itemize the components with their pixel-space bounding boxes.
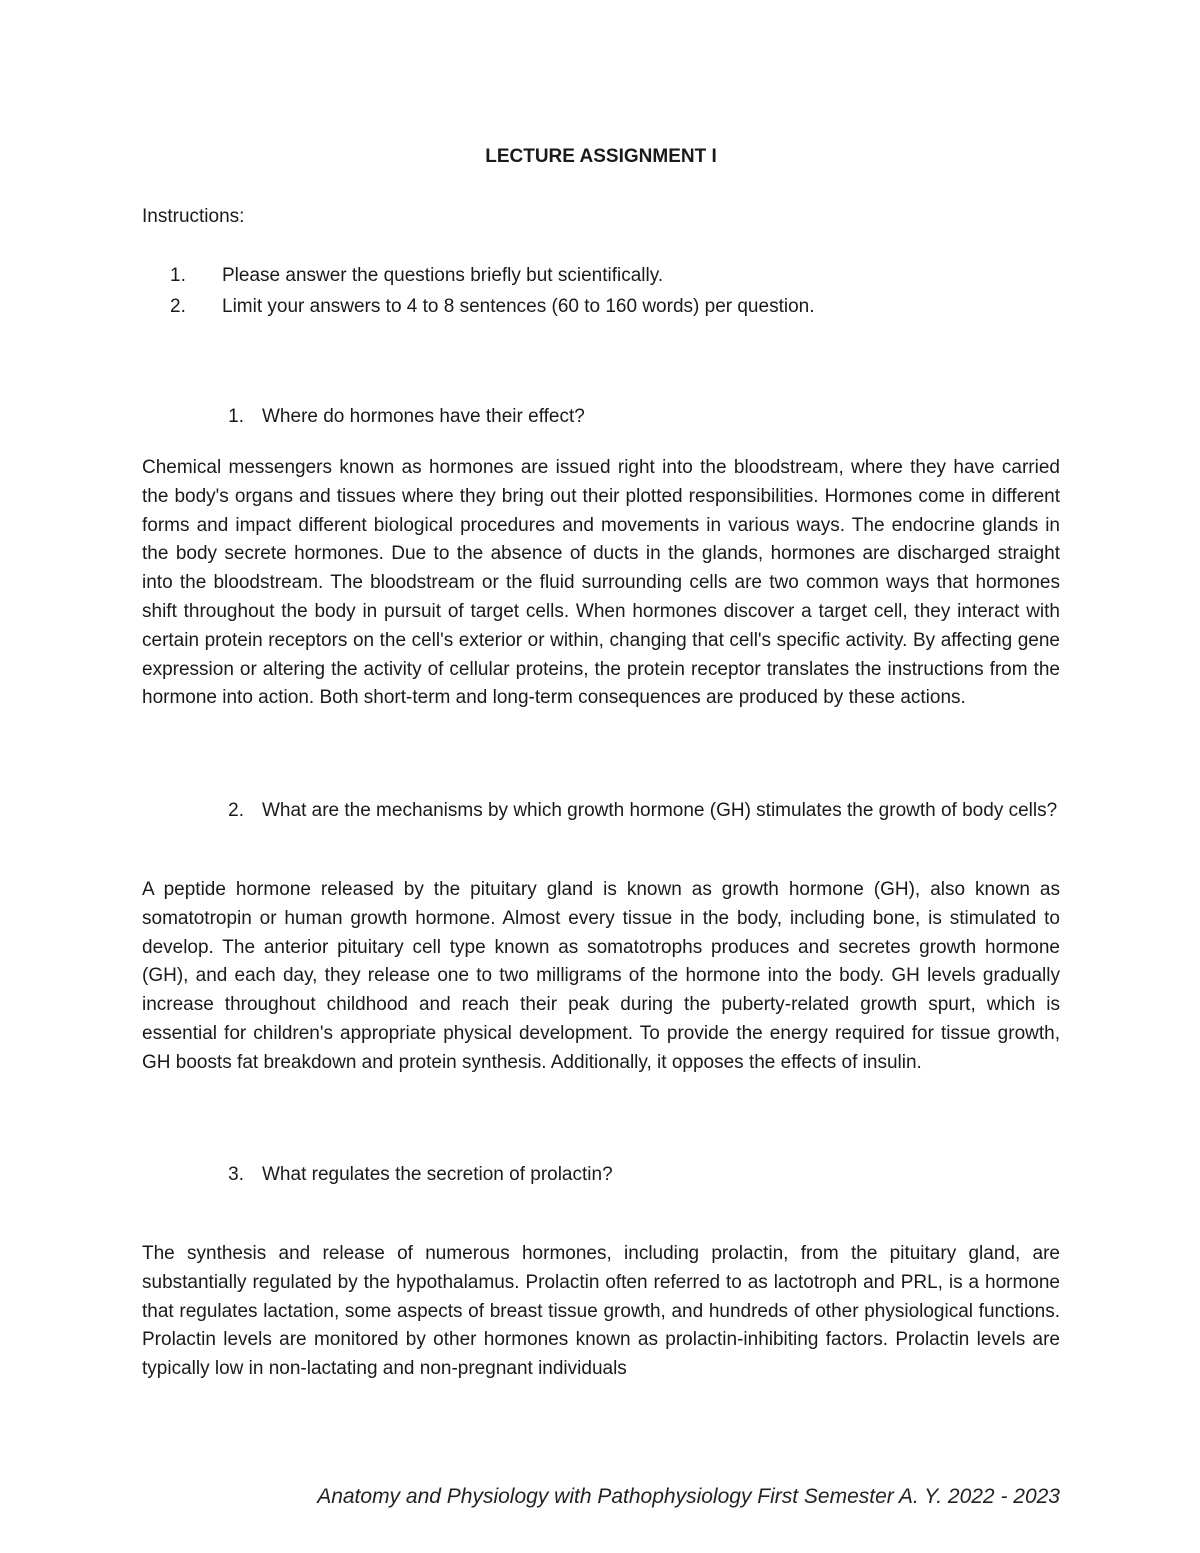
instruction-item bbox=[142, 260, 1060, 291]
question-1 bbox=[142, 402, 1060, 431]
instruction-number: 1. bbox=[170, 265, 186, 286]
answer-2: A peptide hormone released by the pituitary gland is known as growth hormone (GH), also known as somatotropin or human growth hormone. Almost every tissue in the body, including bone, is stimulated to develop. The anterior pituitary cell type known as somatotrophs produces and secretes growth hormone (GH), and each day, they release one to two milligrams of the hormone into the body. GH levels gradually increase throughout childhood and reach their peak during the puberty-related growth spurt, which is essential for children's appropriate physical development. To provide the energy required for tissue growth, GH boosts fat breakdown and protein synthesis. Additionally, it opposes the effects of insulin. bbox=[142, 879, 1060, 1073]
instruction-item bbox=[142, 291, 1060, 322]
answer-3: The synthesis and release of numerous hormones, including prolactin, from the pituitary gland, are substantially regulated by the hypothalamus. Prolactin often referred to as lactotroph and PRL, is a hormone that regulates lactation, some aspects of breast tissue growth, and hundreds of other physiological functions. Prolactin levels are monitored by other hormones known as prolactin-inhibiting factors. Prolactin levels are typically low in non-lactating and non-pregnant individuals bbox=[142, 1243, 1060, 1380]
question-number: 2. bbox=[228, 800, 244, 821]
question-2 bbox=[142, 796, 1060, 825]
question-text: What regulates the secretion of prolactin? bbox=[262, 1164, 613, 1185]
question-number: 3. bbox=[228, 1164, 244, 1185]
question-3 bbox=[142, 1160, 1060, 1189]
question-text: Where do hormones have their effect? bbox=[262, 406, 585, 427]
instructions-list bbox=[142, 260, 1060, 322]
document-title: LECTURE ASSIGNMENT I bbox=[485, 146, 717, 167]
instructions-label: Instructions: bbox=[142, 206, 245, 227]
page-footer: Anatomy and Physiology with Pathophysiology First Semester A. Y. 2022 - 2023 bbox=[317, 1485, 1060, 1508]
question-number: 1. bbox=[228, 406, 244, 427]
instruction-text: Please answer the questions briefly but scientifically. bbox=[222, 265, 664, 286]
instruction-text: Limit your answers to 4 to 8 sentences (60 to 160 words) per question. bbox=[222, 296, 815, 317]
answer-1: Chemical messengers known as hormones are issued right into the bloodstream, where they have carried the body's organs and tissues where they bring out their plotted responsibilities. Hormones come in different forms and impact different biological procedures and movements in various ways. The endocrine glands in the body secrete hormones. Due to the absence of ducts in the glands, hormones are discharged straight into the bloodstream. The bloodstream or the fluid surrounding cells are two common ways that hormones shift throughout the body in pursuit of target cells. When hormones discover a target cell, they interact with certain protein receptors on the cell's exterior or within, changing that cell's specific activity. By affecting gene expression or altering the activity of cellular proteins, the protein receptor translates the instructions from the hormone into action. Both short-term and long-term consequences are produced by these actions. bbox=[142, 457, 1060, 709]
question-text: What are the mechanisms by which growth hormone (GH) stimulates the growth of body cells? bbox=[262, 800, 1058, 821]
instruction-number: 2. bbox=[170, 296, 186, 317]
